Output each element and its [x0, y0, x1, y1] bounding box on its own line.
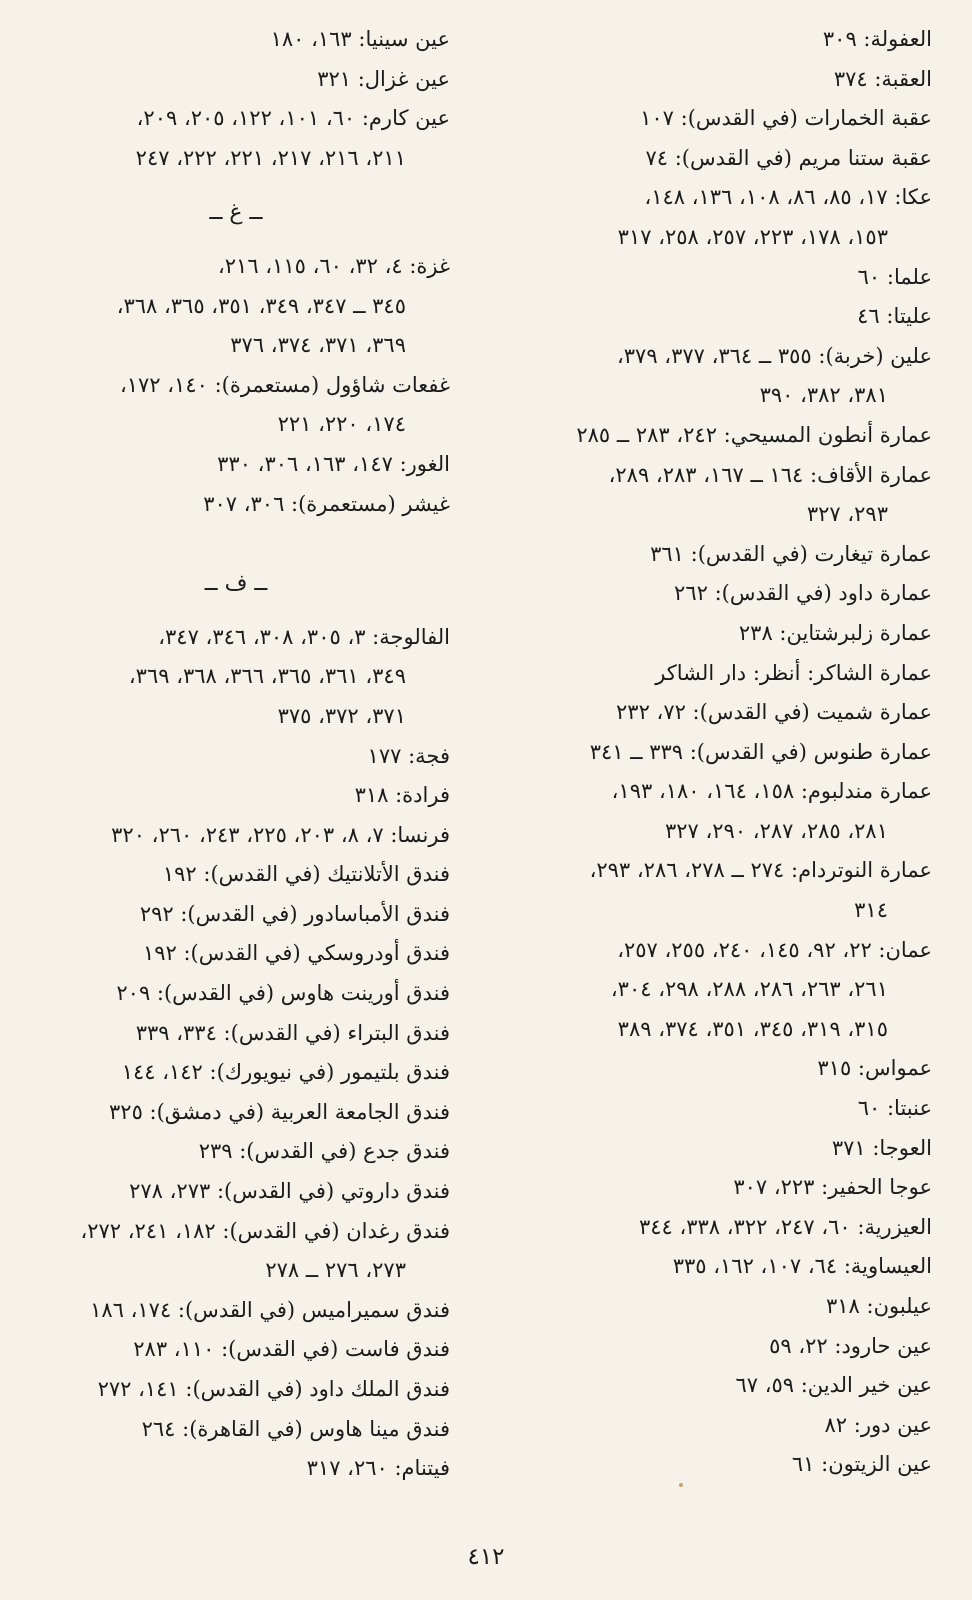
index-entry-continuation: ١٥٣، ١٧٨، ٢٢٣، ٢٥٧، ٢٥٨، ٣١٧	[617, 224, 888, 249]
index-entry	[502, 1445, 932, 1485]
section-heading-fa: ــ ف ــ	[204, 571, 268, 597]
index-entry-continuation: ٣٤٥ ــ ٣٤٧، ٣٤٩، ٣٥١، ٣٦٥، ٣٦٨،	[116, 293, 406, 318]
index-entry	[22, 737, 450, 777]
index-entry-continuation: ٢٩٣، ٣٢٧	[806, 502, 888, 527]
index-entry	[22, 776, 450, 816]
index-entry	[22, 1093, 450, 1133]
index-entry	[22, 816, 450, 856]
index-entry	[502, 1247, 932, 1287]
index-entry-line: عيلبون: ٣١٨	[825, 1294, 932, 1318]
index-entry	[502, 1327, 932, 1367]
index-entry-line: فندق جدع (في القدس): ٢٣٩	[198, 1139, 450, 1164]
index-entry-line: فندق بلتيمور (في نيويورك): ١٤٢، ١٤٤	[121, 1060, 450, 1085]
index-entry-line: فجة: ١٧٧	[367, 743, 450, 768]
index-entry-line: فندق فاست (في القدس): ١١٠، ٢٨٣	[133, 1337, 450, 1362]
index-entry-line: عمارة داود (في القدس): ٢٦٢	[674, 581, 932, 606]
index-entry	[502, 178, 932, 257]
index-entry	[22, 618, 450, 737]
index-entry	[502, 614, 932, 654]
index-entry-line: عكا: ١٧، ٨٥، ٨٦، ١٠٨، ١٣٦، ١٤٨،	[644, 185, 932, 210]
index-entry-line: عمارة شميت (في القدس): ٧٢، ٢٣٢	[616, 700, 932, 725]
index-entry-continuation: ٣٤٩، ٣٦١، ٣٦٥، ٣٦٦، ٣٦٨، ٣٦٩،	[128, 664, 406, 689]
index-entry	[22, 1053, 450, 1093]
index-entry	[22, 1132, 450, 1172]
index-entry-continuation: ٢١١، ٢١٦، ٢١٧، ٢٢١، ٢٢٢، ٢٤٧	[135, 145, 406, 170]
index-entry	[22, 1212, 450, 1291]
index-entry	[22, 1014, 450, 1054]
index-entry	[502, 1129, 932, 1169]
index-entry	[502, 416, 932, 456]
index-entry-line: العقبة: ٣٧٤	[833, 66, 932, 91]
index-entry-continuation: ٣٨١، ٣٨٢، ٣٩٠	[759, 383, 888, 408]
index-entry-line: عمارة النوتردام: ٢٧٤ ــ ٢٧٨، ٢٨٦، ٢٩٣،	[589, 858, 932, 883]
index-entry	[502, 693, 932, 733]
index-entry-line: فيتنام: ٢٦٠، ٣١٧	[306, 1456, 450, 1481]
index-entry	[22, 20, 450, 60]
index-column-left	[22, 20, 450, 1489]
index-entry	[502, 931, 932, 1050]
index-entry-line: فندق مينا هاوس (في القاهرة): ٢٦٤	[141, 1416, 450, 1441]
index-entry-line: عمارة الشاكر: أنظر: دار الشاكر	[655, 660, 932, 685]
index-entry	[502, 574, 932, 614]
index-entry-line: فندق أورينت هاوس (في القدس): ٢٠٩	[116, 981, 450, 1006]
index-entry-line: فرنسا: ٧، ٨، ٢٠٣، ٢٢٥، ٢٤٣، ٢٦٠، ٣٢٠	[111, 822, 450, 847]
index-entry-continuation: ٣١٤	[854, 898, 888, 923]
index-entry	[502, 1168, 932, 1208]
index-entry-line: عوجا الحفير: ٢٢٣، ٣٠٧	[733, 1175, 932, 1200]
index-entry	[502, 297, 932, 337]
index-entry-line: فندق الأمباسادور (في القدس): ٢٩٢	[139, 901, 450, 926]
index-entry	[22, 1410, 450, 1450]
index-entry-line: فندق سميراميس (في القدس): ١٧٤، ١٨٦	[90, 1297, 450, 1322]
index-entry-continuation: ٣٦٩، ٣٧١، ٣٧٤، ٣٧٦	[230, 333, 406, 358]
index-entry	[502, 456, 932, 535]
index-entry	[22, 366, 450, 445]
index-entry-line: فندق الأتلانتيك (في القدس): ١٩٢	[162, 862, 450, 887]
index-entry	[502, 258, 932, 298]
index-entry	[502, 20, 932, 60]
index-entry-continuation: ٣١٥، ٣١٩، ٣٤٥، ٣٥١، ٣٧٤، ٣٨٩	[617, 1016, 888, 1041]
index-entry	[502, 851, 932, 930]
index-entry-continuation: ٢٦١، ٢٦٣، ٢٨٦، ٢٨٨، ٢٩٨، ٣٠٤،	[610, 977, 888, 1002]
index-entry	[502, 535, 932, 575]
index-entry	[22, 1370, 450, 1410]
index-entry-line: علين (خربة): ٣٥٥ ــ ٣٦٤، ٣٧٧، ٣٧٩،	[616, 343, 932, 368]
index-entry-line: غفعات شاؤول (مستعمرة): ١٤٠، ١٧٢،	[119, 372, 450, 397]
index-entry	[22, 934, 450, 974]
index-entry-line: فندق داروتي (في القدس): ٢٧٣، ٢٧٨	[129, 1179, 450, 1204]
index-entry-line: عمارة الأقاف: ١٦٤ ــ ١٦٧، ٢٨٣، ٢٨٩،	[608, 462, 932, 487]
index-entry-continuation: ١٧٤، ٢٢٠، ٢٢١	[277, 412, 406, 437]
index-entry	[22, 1291, 450, 1331]
index-entry	[22, 1330, 450, 1370]
index-entry	[502, 139, 932, 179]
index-entry	[502, 1366, 932, 1406]
index-entry	[22, 247, 450, 366]
index-entry	[502, 654, 932, 694]
index-entry-line: العيساوية: ٦٤، ١٠٧، ١٦٢، ٣٣٥	[672, 1254, 932, 1279]
section-heading-ghain: ــ غ ــ	[209, 200, 263, 226]
index-entry-continuation: ٣٧١، ٣٧٢، ٣٧٥	[277, 703, 406, 728]
index-entry-line: عمارة زلبرشتاين: ٢٣٨	[738, 620, 932, 645]
index-group-ain-continued	[22, 20, 450, 178]
index-entry	[22, 895, 450, 935]
index-entry	[22, 855, 450, 895]
index-entry-continuation: ٢٧٣، ٢٧٦ ــ ٢٧٨	[265, 1258, 406, 1283]
paper-speck	[679, 1483, 683, 1487]
index-entry-line: عين غزال: ٣٢١	[317, 66, 450, 91]
index-entry	[22, 445, 450, 485]
index-entry	[502, 772, 932, 851]
index-entry	[22, 99, 450, 178]
index-entry	[502, 1406, 932, 1446]
index-group-ghain	[22, 247, 450, 524]
index-entry-line: العوجا: ٣٧١	[831, 1135, 932, 1160]
index-entry-line: عين دور: ٨٢	[824, 1412, 932, 1437]
index-entry-continuation: ٢٨١، ٢٨٥، ٢٨٧، ٢٩٠، ٣٢٧	[664, 818, 888, 843]
index-entry-line: غزة: ٤، ٣٢، ٦٠، ١١٥، ٢١٦،	[217, 253, 450, 278]
page-number: ٤١٢	[467, 1544, 505, 1570]
index-entry-line: الفالوجة: ٣، ٣٠٥، ٣٠٨، ٣٤٦، ٣٤٧،	[158, 624, 450, 649]
index-entry-line: عمواس: ٣١٥	[817, 1056, 932, 1081]
index-entry-line: فندق الجامعة العربية (في دمشق): ٣٢٥	[109, 1099, 450, 1124]
index-entry-line: عمارة مندلبوم: ١٥٨، ١٦٤، ١٨٠، ١٩٣،	[611, 779, 932, 804]
index-entry-line: عين كارم: ٦٠، ١٠١، ١٢٢، ٢٠٥، ٢٠٩،	[136, 106, 450, 131]
index-entry-line: عين الزيتون: ٦١	[791, 1452, 932, 1477]
index-entry	[502, 1208, 932, 1248]
index-entry-line: عنبتا: ٦٠	[857, 1096, 932, 1121]
index-entry-line: عمارة طنوس (في القدس): ٣٣٩ ــ ٣٤١	[589, 739, 932, 764]
index-entry-line: عين حارود: ٢٢، ٥٩	[769, 1333, 932, 1358]
index-group-fa	[22, 618, 450, 1489]
index-entry-line: عمارة تيغارت (في القدس): ٣٦١	[650, 541, 932, 566]
index-entry	[502, 1287, 932, 1327]
index-entry-line: عين سينيا: ١٦٣، ١٨٠	[270, 27, 450, 51]
index-entry-line: الغور: ١٤٧، ١٦٣، ٣٠٦، ٣٣٠	[217, 451, 450, 476]
index-entry-line: العيزرية: ٦٠، ٢٤٧، ٣٢٢، ٣٣٨، ٣٤٤	[638, 1214, 932, 1239]
index-entry-line: عقبة ستنا مريم (في القدس): ٧٤	[645, 145, 932, 170]
index-entry-line: فندق الملك داود (في القدس): ١٤١، ٢٧٢	[97, 1377, 450, 1401]
index-entry	[22, 1449, 450, 1489]
index-entry-line: غيشر (مستعمرة): ٣٠٦، ٣٠٧	[203, 491, 450, 516]
index-entry	[502, 99, 932, 139]
index-entry-line: عمان: ٢٢، ٩٢، ١٤٥، ٢٤٠، ٢٥٥، ٢٥٧،	[617, 937, 932, 962]
index-entry	[22, 60, 450, 100]
index-entry	[502, 60, 932, 100]
index-entry	[22, 485, 450, 525]
index-entry	[502, 1089, 932, 1129]
index-entry-line: عين خير الدين: ٥٩، ٦٧	[735, 1373, 932, 1398]
index-entry-line: عمارة أنطون المسيحي: ٢٤٢، ٢٨٣ ــ ٢٨٥	[576, 422, 932, 447]
index-entry-line: علما: ٦٠	[857, 264, 932, 289]
index-entry-line: فندق رغدان (في القدس): ١٨٢، ٢٤١، ٢٧٢،	[80, 1218, 450, 1243]
index-entry	[502, 1049, 932, 1089]
index-entry	[502, 733, 932, 773]
index-entry-line: العفولة: ٣٠٩	[822, 27, 932, 51]
index-entry	[502, 337, 932, 416]
index-entry-line: فرادة: ٣١٨	[354, 783, 450, 808]
index-entry	[22, 974, 450, 1014]
index-column-right	[502, 20, 932, 1485]
index-entry-line: فندق البتراء (في القدس): ٣٣٤، ٣٣٩	[135, 1020, 450, 1045]
index-entry	[22, 1172, 450, 1212]
index-entry-line: فندق أودروسكي (في القدس): ١٩٢	[142, 941, 450, 966]
index-entry-line: عليتا: ٤٦	[857, 304, 932, 329]
index-entry-line: عقبة الخمارات (في القدس): ١٠٧	[640, 106, 932, 131]
